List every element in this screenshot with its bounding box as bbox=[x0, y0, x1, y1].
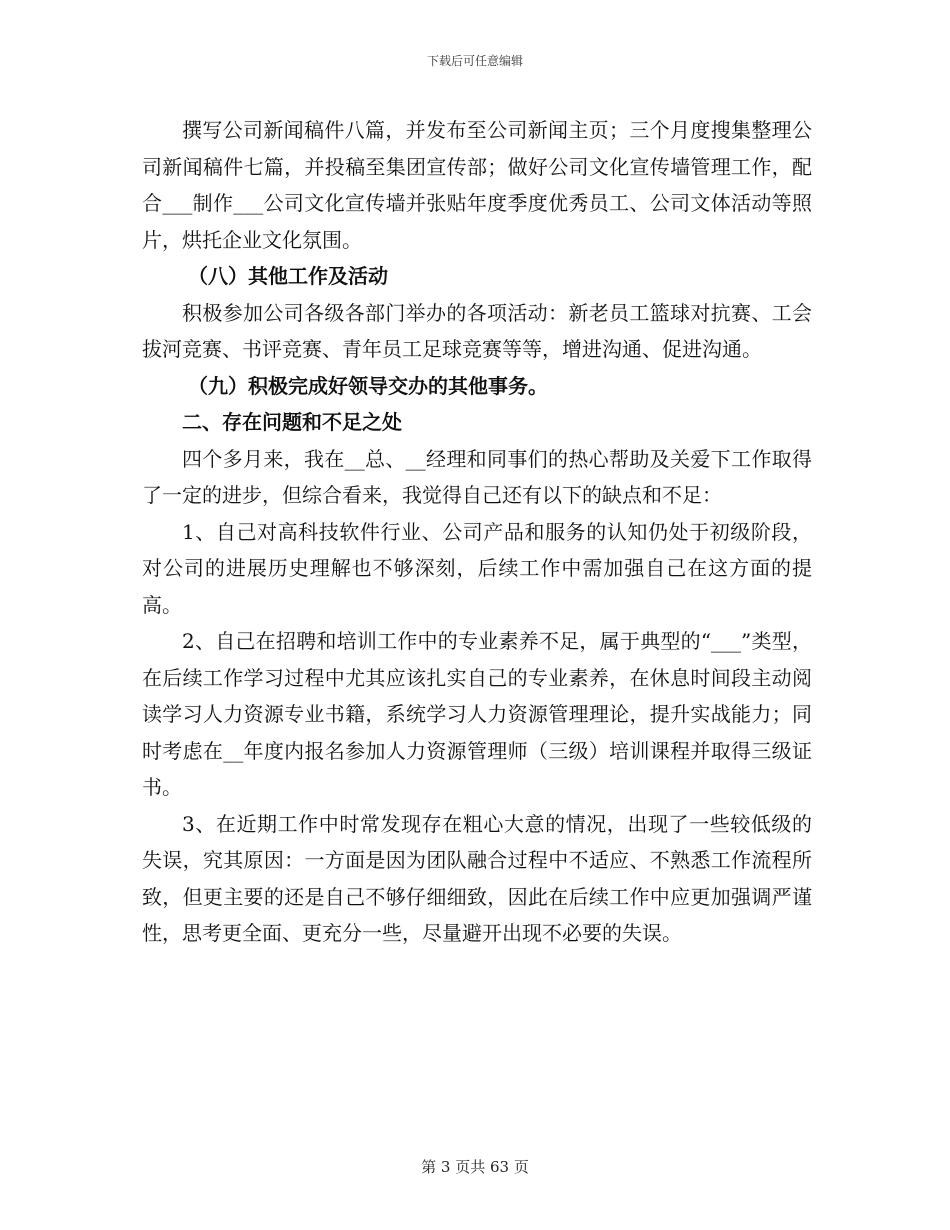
paragraph-activities: 积极参加公司各级各部门举办的各项活动：新老员工篮球对抗赛、工会拔河竞赛、书评竞赛、青年员工足球竞赛等等，增进沟通、促进沟通。 bbox=[142, 300, 812, 361]
page-footer: 第 3 页共 63 页 bbox=[421, 1158, 529, 1176]
paragraph-problems-intro: 四个多月来，我在__总、__经理和同事们的热心帮助及关爱下工作取得了一定的进步，但综合看来，我觉得自己还有以下的缺点和不足： bbox=[142, 446, 812, 507]
paragraph-problem-3: 3、在近期工作中时常发现存在粗心大意的情况，出现了一些较低级的失误，究其原因：一方面是因为团队融合过程中不适应、不熟悉工作流程所致，但更主要的还是自己不够仔细细致，因此在后续工作中应更加强调严谨性，思考更全面、更充分一些，尽量避开出现不必要的失误。 bbox=[142, 811, 812, 945]
section-heading-leader-tasks: （九）积极完成好领导交办的其他事务。 bbox=[188, 373, 548, 398]
document-body bbox=[142, 112, 812, 952]
section-heading-other-activities: （八）其他工作及活动 bbox=[188, 264, 388, 288]
page-header: 下载后可任意编辑 bbox=[426, 54, 523, 68]
paragraph-news-work: 撰写公司新闻稿件八篇，并发布至公司新闻主页；三个月度搜集整理公司新闻稿件七篇，并投稿至集团宣传部；做好公司文化宣传墙管理工作，配合___制作___公司文化宣传墙并张贴年度季度优秀员工、公司文体活动等照片，烘托企业文化氛围。 bbox=[142, 118, 812, 252]
paragraph-problem-1: 1、自己对高科技软件行业、公司产品和服务的认知仍处于初级阶段，对公司的进展历史理解也不够深刻，后续工作中需加强自己在这方面的提高。 bbox=[142, 519, 812, 617]
section-heading-problems: 二、存在问题和不足之处 bbox=[182, 410, 402, 434]
paragraph-problem-2: 2、自己在招聘和培训工作中的专业素养不足，属于典型的“___”类型，在后续工作学习过程中尤其应该扎实自己的专业素养，在休息时间段主动阅读学习人力资源专业书籍，系统学习人力资源管理理论，提升实战能力；同时考虑在__年度内报名参加人力资源管理师（三级）培训课程并取得三级证书。 bbox=[142, 629, 812, 799]
